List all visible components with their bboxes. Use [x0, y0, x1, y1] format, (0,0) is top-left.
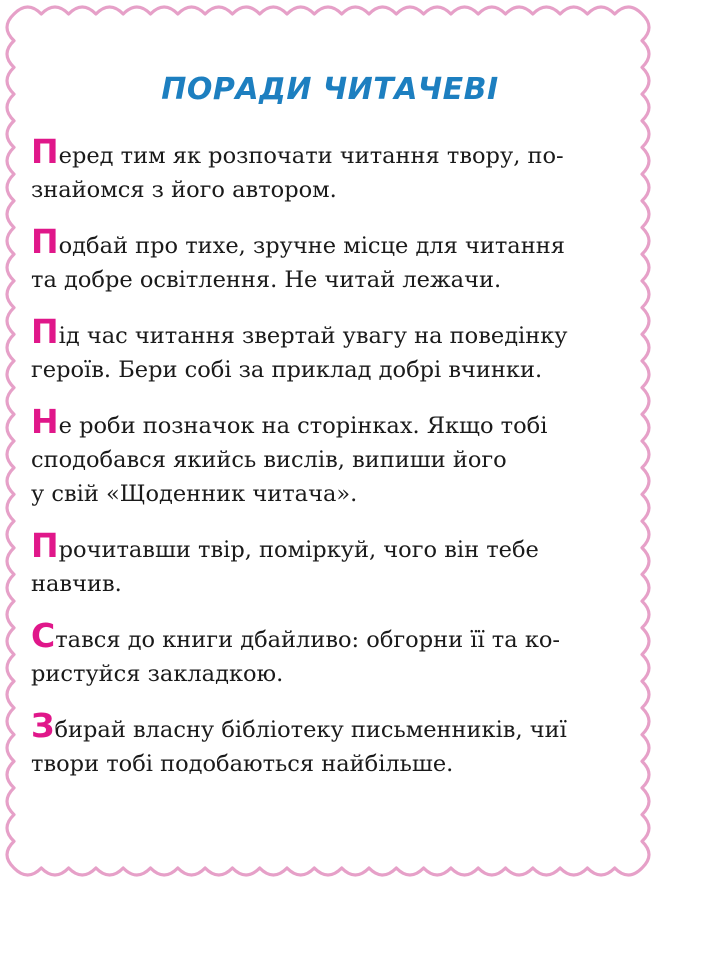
tip-text-line: одбай про тихе, зручне місце для читання — [58, 233, 565, 259]
tip-text-line: та добре освітлення. Не читай лежачи. — [31, 267, 502, 293]
tip-text-line: сподобався якийсь вислів, випиши його — [31, 447, 507, 473]
page-title: ПОРАДИ ЧИТАЧЕВІ — [161, 72, 499, 107]
tip-initial-letter: Н — [31, 402, 59, 441]
tip-item — [31, 616, 621, 691]
tip-item — [31, 526, 621, 601]
tip-item — [31, 402, 621, 511]
tip-item — [31, 222, 621, 297]
tip-initial-letter: З — [31, 706, 55, 745]
tip-text-line: у свій «Щоденник читача». — [31, 481, 358, 507]
tip-initial-letter: П — [31, 312, 59, 351]
tip-text-line: ристуйся закладкою. — [31, 661, 284, 687]
tip-text-line: твори тобі подобаються найбільше. — [31, 751, 454, 777]
tip-text-line: еред тим як розпочати читання твору, по- — [58, 143, 564, 169]
tip-item — [31, 312, 621, 387]
tip-text-line: е роби позначок на сторінках. Якщо тобі — [58, 413, 548, 439]
tip-initial-letter: С — [31, 616, 56, 655]
tip-text-line: навчив. — [31, 571, 122, 597]
tip-text-line: бирай власну бібліотеку письменників, чиї — [54, 717, 567, 743]
tip-text-line: героїв. Бери собі за приклад добрі вчинки. — [31, 357, 543, 383]
tip-text-line: тався до книги дбайливо: обгорни її та ко- — [55, 627, 561, 653]
tip-initial-letter: П — [31, 132, 59, 171]
tip-initial-letter: П — [31, 526, 59, 565]
tip-text-line: знайомся з його автором. — [31, 177, 337, 203]
tip-item — [31, 132, 621, 207]
tip-initial-letter: П — [31, 222, 59, 261]
tip-item — [31, 706, 621, 781]
tips-list — [31, 132, 621, 801]
tip-text-line: рочитавши твір, поміркуй, чого він тебе — [58, 537, 539, 563]
tip-text-line: ід час читання звертай увагу на поведінку — [58, 323, 568, 349]
